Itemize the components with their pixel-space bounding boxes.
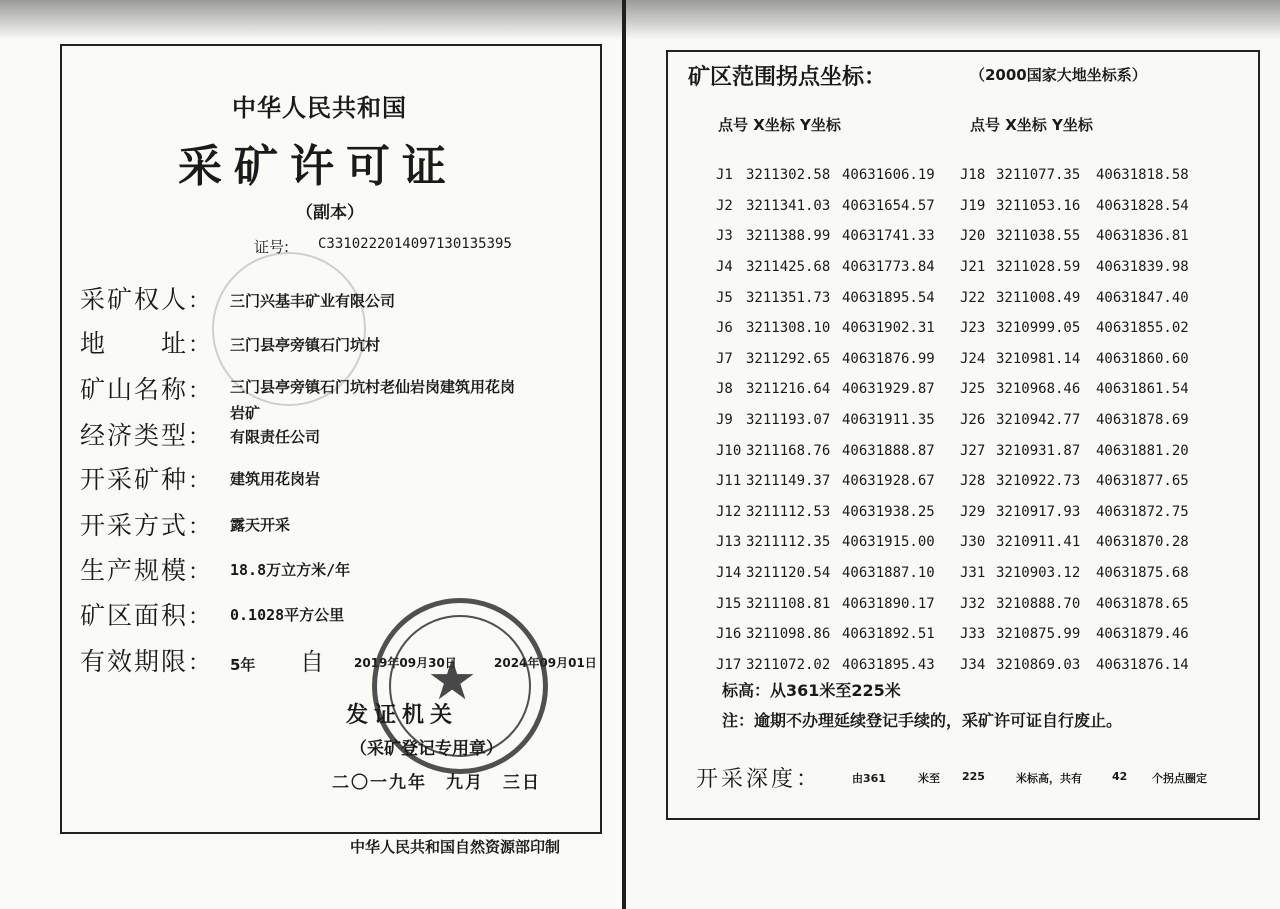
field-label-address: 地 址： [80, 329, 213, 358]
cert-no: C3310222014097130135395 [318, 236, 512, 252]
coord-row [716, 374, 1206, 405]
x-coord: 3210981.14 [996, 350, 1081, 367]
point-id: J6 [716, 320, 733, 337]
x-coord: 3211112.35 [746, 534, 831, 551]
field-value-area: 0.1028平方公里 [230, 606, 345, 624]
field-value-scale: 18.8万立方米/年 [230, 561, 351, 579]
y-coord: 40631828.54 [1096, 197, 1189, 214]
point-id: J33 [960, 626, 986, 643]
x-coord: 3211028.59 [996, 259, 1081, 276]
x-coord: 3211077.35 [996, 167, 1081, 184]
y-coord: 40631881.20 [1096, 442, 1189, 459]
point-id: J9 [716, 412, 733, 429]
point-id: J22 [960, 289, 986, 306]
elevation-range: 标高：从361米至225米 [722, 681, 901, 700]
copy-label: （副本） [296, 203, 364, 223]
x-coord: 3210931.87 [996, 442, 1081, 459]
x-coord: 3211425.68 [746, 259, 831, 276]
cert-no-label: 证号: [254, 238, 290, 256]
issuing-authority-seal-note: （采矿登记专用章） [350, 739, 503, 759]
x-coord: 3211292.65 [746, 350, 831, 367]
y-coord: 40631915.00 [842, 534, 935, 551]
depth-points-word: 个拐点圈定 [1152, 772, 1207, 785]
x-coord: 3211098.86 [746, 626, 831, 643]
depth-point-count: 42 [1112, 770, 1128, 783]
depth-to-word: 米至 [918, 772, 940, 785]
point-id: J18 [960, 167, 986, 184]
field-label-mine-name: 矿山名称： [80, 375, 213, 404]
point-id: J19 [960, 197, 986, 214]
coords-col-header-right: 点号 X坐标 Y坐标 [970, 116, 1093, 134]
y-coord: 40631929.87 [842, 381, 935, 398]
point-id: J5 [716, 289, 733, 306]
point-id: J7 [716, 350, 733, 367]
field-label-validity: 有效期限： [80, 647, 213, 676]
field-value-holder: 三门兴基丰矿业有限公司 [230, 292, 396, 310]
y-coord: 40631876.14 [1096, 656, 1189, 673]
y-coord: 40631860.60 [1096, 350, 1189, 367]
field-value-mine-name-cont: 岩矿 [230, 404, 261, 422]
depth-elev-word: 米标高，共有 [1016, 772, 1082, 785]
validity-from-word: 自 [300, 648, 324, 676]
x-coord: 3210917.93 [996, 503, 1081, 520]
point-id: J20 [960, 228, 986, 245]
coords-heading: 矿区范围拐点坐标： [688, 65, 887, 90]
y-coord: 40631911.35 [842, 412, 935, 429]
point-id: J28 [960, 473, 986, 490]
validity-to-date: 2024年09月01日 [494, 656, 597, 670]
license-title: 采矿许可证 [178, 141, 458, 192]
point-id: J8 [716, 381, 733, 398]
coords-system: （2000国家大地坐标系） [970, 66, 1147, 84]
y-coord: 40631872.75 [1096, 503, 1189, 520]
point-id: J26 [960, 412, 986, 429]
point-id: J11 [716, 473, 742, 490]
y-coord: 40631879.46 [1096, 626, 1189, 643]
y-coord: 40631877.65 [1096, 473, 1189, 490]
point-id: J34 [960, 656, 986, 673]
point-id: J25 [960, 381, 986, 398]
coord-row [716, 313, 1206, 344]
point-id: J21 [960, 259, 986, 276]
coord-row [716, 405, 1206, 436]
x-coord: 3211388.99 [746, 228, 831, 245]
country-name: 中华人民共和国 [232, 94, 407, 122]
depth-from: 由361 [852, 772, 886, 785]
coord-row [716, 191, 1206, 222]
x-coord: 3211072.02 [746, 656, 831, 673]
coords-col-header-left: 点号 X坐标 Y坐标 [718, 116, 841, 134]
point-id: J10 [716, 442, 742, 459]
y-coord: 40631895.43 [842, 656, 935, 673]
point-id: J3 [716, 228, 733, 245]
y-coord: 40631878.69 [1096, 412, 1189, 429]
x-coord: 3210922.73 [996, 473, 1081, 490]
point-id: J16 [716, 626, 742, 643]
field-value-mineral: 建筑用花岗岩 [230, 470, 321, 488]
y-coord: 40631861.54 [1096, 381, 1189, 398]
coord-row [716, 650, 1206, 681]
coord-row [716, 619, 1206, 650]
field-label-area: 矿区面积： [80, 601, 213, 630]
seal-star-icon: ★ [427, 648, 478, 713]
coord-row [716, 252, 1206, 283]
y-coord: 40631606.19 [842, 167, 935, 184]
depth-to: 225 [962, 770, 985, 783]
y-coord: 40631773.84 [842, 259, 935, 276]
issuing-authority: 发证机关 [346, 703, 459, 728]
y-coord: 40631887.10 [842, 565, 935, 582]
coord-row [716, 160, 1206, 191]
y-coord: 40631836.81 [1096, 228, 1189, 245]
x-coord: 3210888.70 [996, 595, 1081, 612]
y-coord: 40631878.65 [1096, 595, 1189, 612]
point-id: J2 [716, 197, 733, 214]
y-coord: 40631818.58 [1096, 167, 1189, 184]
y-coord: 40631654.57 [842, 197, 935, 214]
x-coord: 3211168.76 [746, 442, 831, 459]
y-coord: 40631855.02 [1096, 320, 1189, 337]
x-coord: 3210875.99 [996, 626, 1081, 643]
coords-table [716, 160, 1206, 680]
x-coord: 3211302.58 [746, 167, 831, 184]
y-coord: 40631888.87 [842, 442, 935, 459]
field-label-mineral: 开采矿种： [80, 465, 213, 494]
scan-shadow [0, 0, 622, 40]
x-coord: 3211351.73 [746, 289, 831, 306]
y-coord: 40631890.17 [842, 595, 935, 612]
field-value-economic-type: 有限责任公司 [230, 428, 321, 446]
x-coord: 3210942.77 [996, 412, 1081, 429]
x-coord: 3211149.37 [746, 473, 831, 490]
coord-row [716, 558, 1206, 589]
field-label-holder: 采矿权人： [80, 285, 213, 314]
point-id: J15 [716, 595, 742, 612]
x-coord: 3211308.10 [746, 320, 831, 337]
x-coord: 3210911.41 [996, 534, 1081, 551]
y-coord: 40631876.99 [842, 350, 935, 367]
coord-row [716, 588, 1206, 619]
point-id: J24 [960, 350, 986, 367]
y-coord: 40631895.54 [842, 289, 935, 306]
y-coord: 40631938.25 [842, 503, 935, 520]
y-coord: 40631892.51 [842, 626, 935, 643]
point-id: J17 [716, 656, 742, 673]
point-id: J31 [960, 565, 986, 582]
point-id: J23 [960, 320, 986, 337]
x-coord: 3210869.03 [996, 656, 1081, 673]
coord-row [716, 527, 1206, 558]
x-coord: 3210999.05 [996, 320, 1081, 337]
y-coord: 40631741.33 [842, 228, 935, 245]
coord-row [716, 221, 1206, 252]
y-coord: 40631875.68 [1096, 565, 1189, 582]
x-coord: 3211193.07 [746, 412, 831, 429]
coord-row [716, 466, 1206, 497]
validity-years: 5年 [230, 656, 256, 674]
point-id: J27 [960, 442, 986, 459]
point-id: J29 [960, 503, 986, 520]
x-coord: 3211053.16 [996, 197, 1081, 214]
field-label-scale: 生产规模： [80, 556, 213, 585]
coord-row [716, 282, 1206, 313]
field-value-address: 三门县亭旁镇石门坑村 [230, 336, 381, 354]
point-id: J4 [716, 259, 733, 276]
point-id: J1 [716, 167, 733, 184]
coord-row [716, 344, 1206, 375]
x-coord: 3210968.46 [996, 381, 1081, 398]
x-coord: 3211341.03 [746, 197, 831, 214]
field-value-mine-name: 三门县亭旁镇石门坑村老仙岩岗建筑用花岗 [230, 378, 516, 396]
point-id: J32 [960, 595, 986, 612]
x-coord: 3211108.81 [746, 595, 831, 612]
point-id: J14 [716, 565, 742, 582]
point-id: J13 [716, 534, 742, 551]
x-coord: 3211008.49 [996, 289, 1081, 306]
x-coord: 3211112.53 [746, 503, 831, 520]
x-coord: 3211216.64 [746, 381, 831, 398]
y-coord: 40631902.31 [842, 320, 935, 337]
expiry-note: 注：逾期不办理延续登记手续的，采矿许可证自行废止。 [722, 711, 1123, 730]
x-coord: 3211120.54 [746, 565, 831, 582]
field-label-economic-type: 经济类型： [80, 421, 213, 450]
y-coord: 40631870.28 [1096, 534, 1189, 551]
point-id: J30 [960, 534, 986, 551]
y-coord: 40631839.98 [1096, 259, 1189, 276]
validity-from-date: 2019年09月30日 [354, 656, 457, 670]
coord-row [716, 497, 1206, 528]
coord-row [716, 435, 1206, 466]
issue-date: 二〇一九年 九月 三日 [332, 773, 541, 793]
y-coord: 40631847.40 [1096, 289, 1189, 306]
field-value-method: 露天开采 [230, 516, 291, 534]
field-label-method: 开采方式： [80, 511, 213, 540]
depth-label: 开采深度： [696, 767, 822, 792]
y-coord: 40631928.67 [842, 473, 935, 490]
license-left-page [0, 0, 622, 909]
printer-footer: 中华人民共和国自然资源部印制 [350, 838, 561, 856]
x-coord: 3210903.12 [996, 565, 1081, 582]
scan-shadow-right [626, 0, 1280, 40]
point-id: J12 [716, 503, 742, 520]
x-coord: 3211038.55 [996, 228, 1081, 245]
